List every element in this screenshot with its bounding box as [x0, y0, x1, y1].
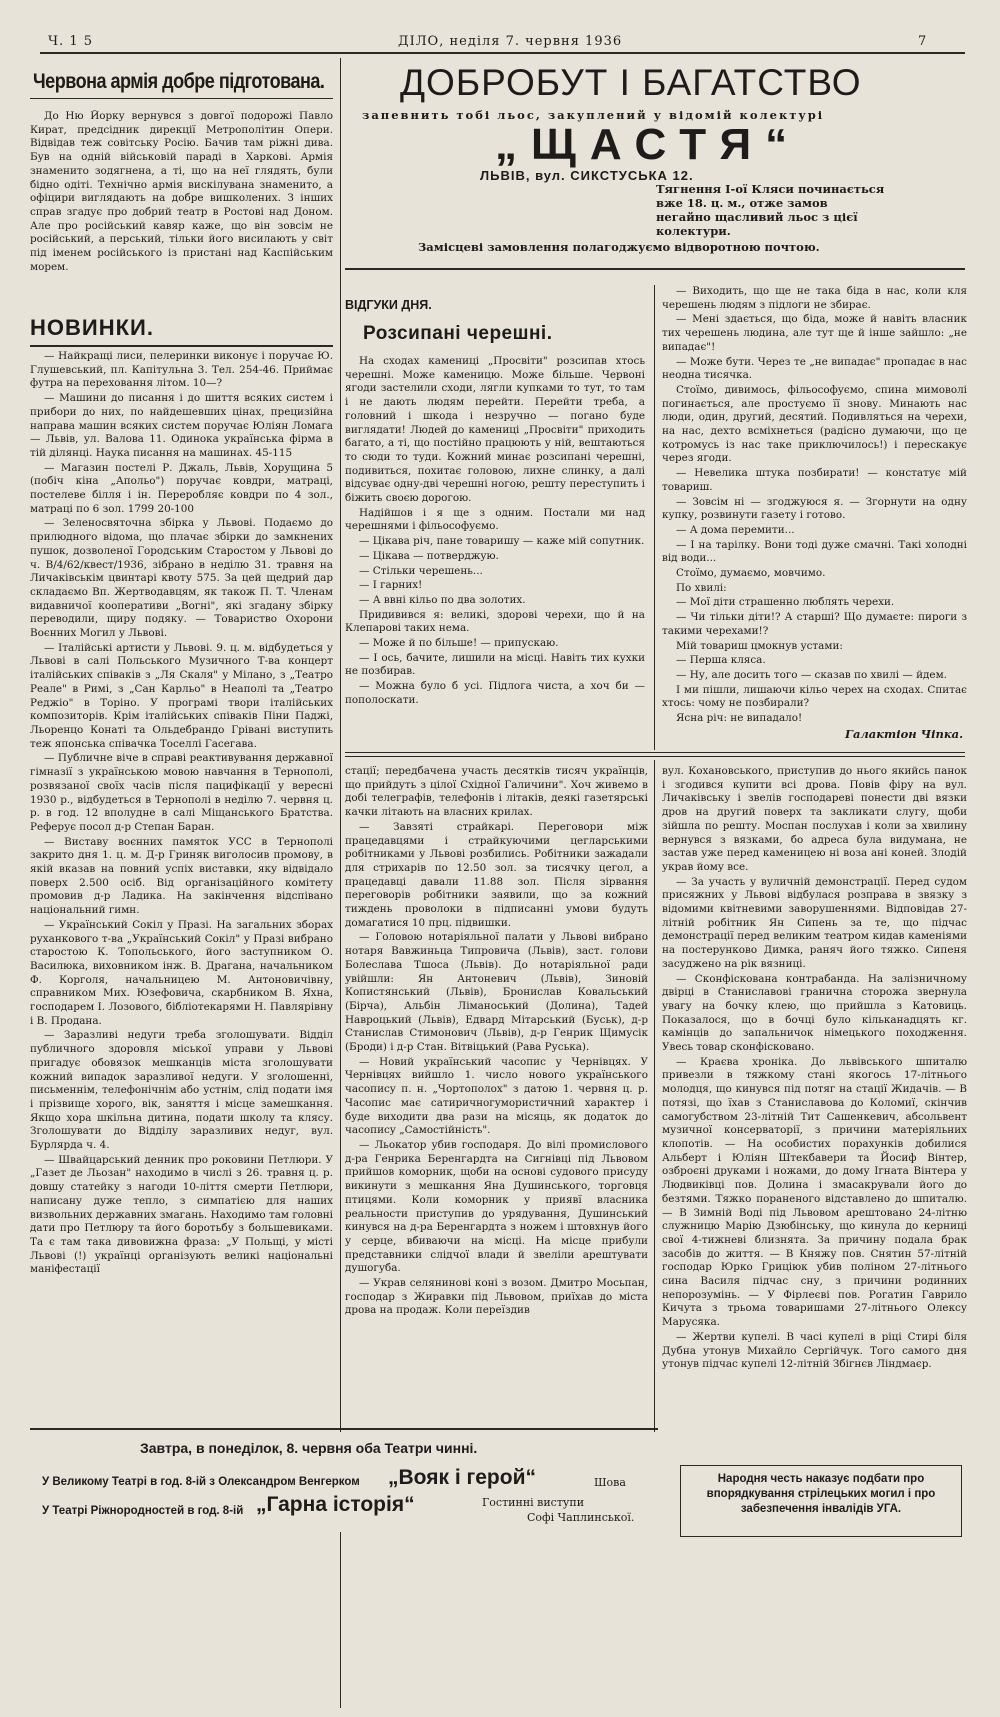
right-news	[662, 765, 967, 1465]
ad-brand: „ЩАСТЯ“	[495, 120, 802, 169]
news-item: — Виставу воєнних памяток УСС в Тернополі закрито дня 1. ц. м. Д-р Гриняк виголосив промову, в якій вказав на повний успіх виставки, яку відвідало поверх 2.500 осіб. Від організаційного комітету промовив д-р Ладика. На закінчення відспівано національний гимн.	[30, 835, 333, 917]
theatre-line1: У Великому Театрі в год. 8-ій з Олександром Венгерком	[42, 1476, 360, 1488]
theatre-title: Завтра, в понеділок, 8. червня оба Театри чинні.	[140, 1440, 478, 1456]
feature-signature: Галактіон Чіпка.	[845, 727, 964, 741]
issue-number: Ч. 1 5	[48, 34, 93, 49]
section-rule-bottom	[345, 756, 965, 757]
news-item: — За участь у вуличній демонстрації. Перед судом присяжних у Львові відбулася розправа в звязку з відомими квітневими заворушеннями. Відповідав 27-літній робітник Ян Сипень за те, що підчас демонстрації перед великим театром кидав каменіями на постерунково Димка, раняч його тяжко. Сипеня засуджено на рік вязниці.	[662, 875, 967, 970]
news-item: — Машини до писання і до шиття всяких систем і прибори до них, по найдешевших цінах, прецизійна направа машин всяких систем поручає Юліян Ломага — Львів, ул. Валова 11. Одинока українська фірма в тій ділянці. Наука писання на машинах. 45-115	[30, 392, 333, 459]
masthead: ДІЛО, неділя 7. червня 1936	[398, 34, 623, 49]
ad-footer: Замісцеві замовлення полагоджуємо відворотною почтою.	[418, 240, 820, 254]
ad-draw-info: Тягнення І-ої Кляси починається вже 18. ц. м., отже замов негайно щасливий льос з цієї колектури.	[656, 182, 885, 238]
theatre-actor: Софі Чаплинської.	[527, 1511, 635, 1524]
ad-address: ЛЬВІВ, вул. СИКСТУСЬКА 12.	[480, 168, 694, 183]
ad-rule	[345, 268, 965, 270]
news-item: — Публичне віче в справі реактивування державної гімназії з українською мовою навчання в Тернополі, розвязаної своїх часів після пацифікації у вересні 1930 р., відбудеться в Тернополі в неділю 7. червня ц. р. в год. 12 вполудне в салі Міщанського Братства. Реферує посол д-р Степан Баран.	[30, 752, 333, 833]
feature-title: Розсипані черешні.	[363, 323, 553, 344]
news-item: — Зеленосвяточна збірка у Львові. Подаємо до прилюдного відома, що плачає збірки до замкнених пушок, дозволеної Городським Старостом у Львові до ч. В/4/62/квест/1936, зібрано в неділю 31. травня на Личаківськім цвинтарі квоту 575. За цей щедрий дар складаємо Вп. Жертводавцям, як також П. Т. Членам видавничої кооперативи „Вогні", які згадану збірку переводили, щиру подяку. — Товариство Охорони Воєнних Могил у Львові.	[30, 517, 333, 640]
news-heading: НОВИНКИ.	[30, 315, 154, 340]
notice-text: Народня честь наказує подбати про впорядкування стрілецьких могил і про забезпечення інвалідів УГА.	[706, 1473, 936, 1515]
news-item: — Краєва хроніка. До львівського шпиталю привезли в тяжкому стані якогось 17-літнього молодця, що кинувся під потяг на стації Жидачів. — В потязі, що їхав з Станиславова до Коломиї, скінчив самогубством 23-літній Тит Сашенкевич, абсольвент музичної консерваторії, з причини матеріяльних клопотів. — На особистих порахунків добилися Альберт і Юліян Штекбавери та Йосиф Вінтер, озброєні друками і ножами, до дому Ігната Вінтера у Людвиківці пов. Долина і змасакрували його до безтями. Тяжко пораненого відставлено до шпиталю. — В Зимній Воді під Львовом арештовано 24-літню служницю Марію Дзюбінську, що кинула до керниці свої 4-тижневі близнята. За причину подала брак засобів до життя. — В Княжу пов. Снятин 57-літній господар Юрко Гриціюк убив поліном 27-літнього сина Василя підчас сну, з причини родинних непорозумінь. — У Фірлеєві пов. Рогатин Гаврило Кичута з трьома товаришами 27-літнього Олексу Марусяка.	[662, 1055, 967, 1329]
theatre-play1: „Вояк і герой“	[388, 1466, 536, 1489]
feature-col1: На сходах камениці „Просвіти" розсипав хтось черешні. Може каменицю. Може більше. Червоні ягоди застелили сходи, лягли купками то тут, то там і не дають людям перейти. Перейти треба, а головний і шкода і незручно — погано буде виглядати! Людей до камениці „Просвіти" приходить багато, а ті, що постійно працюють у ній, вештаються то сюди то туди. Кожний минає розсипані черешні, подивиться, похитає головою, лихне слинку, а далі відсуває одну-дві черешні ногою, решту переступить і біжить своєю дорогою. Надійшов і я ще з одним. Постали ми над черешнями і фільософуємо. — Цікава річ, пане товаришу — каже мій сопутник. — Цікава — потверджую. — Стільки черешень... — І гарних! — А ввні кільо по два золотих. Придивився я: великі, здорові черехи, що й на Клепарові таких нема. — Може й по більше! — припускаю. — І ось, бачите, лишили на місці. Навіть тих кухки не позбирав. — Можна було б усі. Підлога чиста, а хоч би — пополоскати.	[345, 355, 645, 706]
ad-title: ДОБРОБУТ І БАГАТСТВО	[400, 62, 862, 103]
news-item: — Заразливі недуги треба зголошувати. Відділ публичного здоровля міської управи у Львові пригадує обовязок мешканців міста зголошувати кожний випадок заразливої недуги. У зголошенні, письменнім, телефонічнім або устнім, слід подати імя і прізвище хорого, вік, заняття і місце замешкання. Якщо хора шкільна дитина, подати школу та клясу. Зголошувати до Відділу заразливих недуг, вул. Бурлярда ч. 4.	[30, 1029, 333, 1152]
theatre-rule	[30, 1428, 658, 1430]
news-item: — Украв селянинові коні з возом. Дмитро Мосьпан, господар з Жиравки під Львовом, приїхав до міста дрова на продаж. Коли переїздив	[345, 1277, 648, 1317]
theatre-line2: У Театрі Ріжнородностей в год. 8-ій	[42, 1505, 244, 1517]
notice-box	[680, 1465, 962, 1537]
title-rule	[30, 98, 333, 99]
news-item: — Український Сокіл у Празі. На загальних зборах руханкового т-ва „Український Сокіл" у Празі вибрано старостою К. Топольського, його заступником О. Василюка, виховником інж. В. Драгана, начальником Ф. Корголя, начальницею М. Антоновичівну, справником Мих. Юзефовича, скарбником В. Яхна, господарем І. Лозового, бібліотекарями Н. Павлярівну і В. Продана.	[30, 918, 333, 1027]
theatre-play2: „Гарна історія“	[256, 1493, 415, 1516]
middle-column-rule	[654, 760, 655, 1466]
page-number: 7	[918, 34, 928, 49]
news-item: — Магазин постелі Р. Джаль, Львів, Хорущина 5 (побіч кіна „Апольо") поручає ковдри, матраці, постелеве білля і ін. Переробляє ковдри по 4 зол., матраці по 6 зол. 1799 20-100	[30, 461, 333, 515]
theatre-guest: Гостинні виступи	[482, 1496, 585, 1509]
ad-subtitle: запевнить тобі льос, закуплений у відомій колектурі	[362, 108, 825, 122]
article-body: До Ню Йорку вернувся з довгої подорожі Павло Кират, предсідник дирекції Метрополітин Опери. Відвідав теж совітську Росію. Бачив там ріжні дива. Був на одній військовій параді в Харкові. Армія знаменито зодягнена, а ті, що на неї глядять, були бідно одіті. Технічно армія вискілувана знаменито, а офіцири виглядають на добре вишколених. З інших справ згадує про добрий театр в Ростові над Доном. Але про російський кавяр каже, що він зовсім не російський, а перський, тільки його висилають у світ під іменем російського із пристані над Каспійським морем.	[30, 110, 333, 273]
header-rule	[40, 52, 965, 54]
feature-kicker: ВІДГУКИ ДНЯ.	[345, 298, 432, 312]
news-item: — Завзяті страйкарі. Переговори між працедавцями і страйкуючими цегларськими робітниками у Львові розбились. Робітники зажадали для стрихарів по 12.50 зол. за тисячку цегол, а працедавці давали 11.88 зол. Після зірвання переговорів робітники заявили, що за кожний тиждень проволоки в підписанні умови будуть домагатися 10 прц. підвишки.	[345, 820, 648, 929]
news-item: — Новий український часопис у Чернівцях. У Чернівцях вийшло 1. число нового українського часопису п. н. „Чортополох" з датою 1. червня ц. р. Часопис має сатиричногумористичний характер і буде виходити два рази на місяць, як додаток до часопису „Самостійність".	[345, 1055, 648, 1137]
theatre-author: Шова	[594, 1476, 626, 1489]
feature-col2: — Виходить, що ще не така біда в нас, коли кля черешень людям з підлоги не збирає. — Мені здається, що біда, може й навіть власник тих черешень людина, але тут ще й інше зайшло: „не випадає"! — Може бути. Через те „не випадає" пропадає в нас неодна тисячка. Стоїмо, дивимось, фільософуємо, спина мимоволі погинається, але простуємо її знову. Минають нас люди, один, другий, десятий. Подивляться на черехи, на нас, дехто всміхнеться (радісно думаючи, що це котромусь із нас таке приключилось!) і перескакує через ягоди. — Невелика штука позбирати! — констатує мій товариш. — Зовсім ні — згоджуюся я. — Згорнути на одну купку, розвинути газету і готово. — А дома перемити... — І на тарілку. Вони тоді дуже смачні. Такі холодні від води... Стоїмо, думаємо, мовчимо. По хвилі: — Мої діти страшенно люблять черехи. — Чи тільки діти!? А старші? Що думаєте: пироги з такими черехами!? Мій товариш цмокнув устами: — Перша кляса. — Ну, але досить того — сказав по хвилі — йдем. І ми пішли, лишаючи кільо черех на сходах. Спитає хтось: чому не позбирали? Ясна річ: не випадало!	[662, 285, 967, 725]
news-item: — Головою нотаріяльної палати у Львові вибрано нотаря Вавжиньца Типровича (Львів), заст. голови Болеслава Тшоса (Львів). До нотаріяльної ради увійшли: Ян Антоневич (Львів), Зиновій Копистянський (Львів), Бронислав Ковальський (Бірча), Альбін Ліманоський (Долина), Тадей Навроцький (Львів), Едвард Мітарський (Буськ), д-р Станислав Стимонович (Львів), д-р Генрик Щимусік (Броди) і д-р Стан. Вітвіцький (Рава Руська).	[345, 931, 648, 1054]
news-rule	[30, 345, 333, 347]
news-item: стації; передбачена участь десятків тисяч українців, що прийдуть з цілої Східної Галичини". Хоч живемо в добі телеграфів, телефонів і літаків, деякі газетярські качки літають на власних крилах.	[345, 765, 648, 819]
news-item: — Швайцарський денник про роковини Петлюри. У „Газет де Льозан" находимо в числі з 26. травня ц. р. довшу статейку з нагоди 10-ліття смерти Петлюри, написану дуже тепло, з симпатією для наших визвольних державних змагань. Находимо там головні дати про Петлюру та його боротьбу з большевиками. Та є там така дивовижна фраза: „У Польщі, у місті Львові (!) українці організують великі національні маніфестації	[30, 1153, 333, 1276]
section-rule-top	[345, 752, 965, 753]
article-title: Червона армія добре підготована.	[33, 70, 325, 93]
news-item: — Італійські артисти у Львові. 9. ц. м. відбудеться у Львові в салі Польського Музичного Т-ва концерт італійських співаків з „Ля Скаля" у Мілано, з „Театро Реале" в Римі, з „Сан Карльо" в Неаполі та „Театро Реджіо" в Торіно. У програмі твори італійських композиторів. Крім італійських співаків Піни Паджі, Льоренцо Конаті та Ольдебрандо Грівані виступить теж японська співачка Тоселлі Гасегава.	[30, 641, 333, 750]
news-item: — Жертви купелі. В часі купелі в ріці Стирі біля Дубна утонув Михайло Сергійчук. Того самого дня утонув підчас купелі 12-літній Збігнєв Ліндмаєр.	[662, 1330, 967, 1371]
news-item: — Сконфіскована контрабанда. На залізничному двірці в Станиславові гранична сторожа звернула увагу на бочку клею, що прийшла з Катовиць. Показалося, що в бочці було кільканадцять кг. камінців до запальничок німецького походження. Увесь товар сконфісковано.	[662, 972, 967, 1054]
news-item: вул. Кохановського, приступив до нього якийсь панок і згодився купити всі дрова. Повів фіру на вул. Личаківську і звелів господареві понести дві вязки дров на другий поверх та закликати слугу, щоби зійшла по решту. Моспан послухав і коли за хвилину вернувся з вязками, бо адреса була видумана, не застав уже перед каменицею ні воза ані коней. Злодій украв йому все.	[662, 765, 967, 873]
feature-column-rule	[654, 285, 655, 750]
news-item: — Найкращі лиси, пелеринки виконує і поручає Ю. Глушевський, пл. Капітульна 3. Тел. 254-46. Приймає футра на переховання літом. 10—?	[30, 350, 333, 390]
news-item: — Льокатор убив господаря. До вілі промислового д-ра Генрика Беренгардта на Сигнівці під Львовом прийшов коморник, щоби на основі судового присуду викинути з мешкання Яна Душинського, торговця птицями. Коли коморник у приявї власника реальности приступив до урядування, Душинський кинувся на д-ра Беренгардта з ножем і штовхнув його у серце, вбиваючи на місці. На місце прибули представники слідчої влади й звеліли арештувати душогуба.	[345, 1138, 648, 1275]
middle-news	[345, 765, 648, 1717]
